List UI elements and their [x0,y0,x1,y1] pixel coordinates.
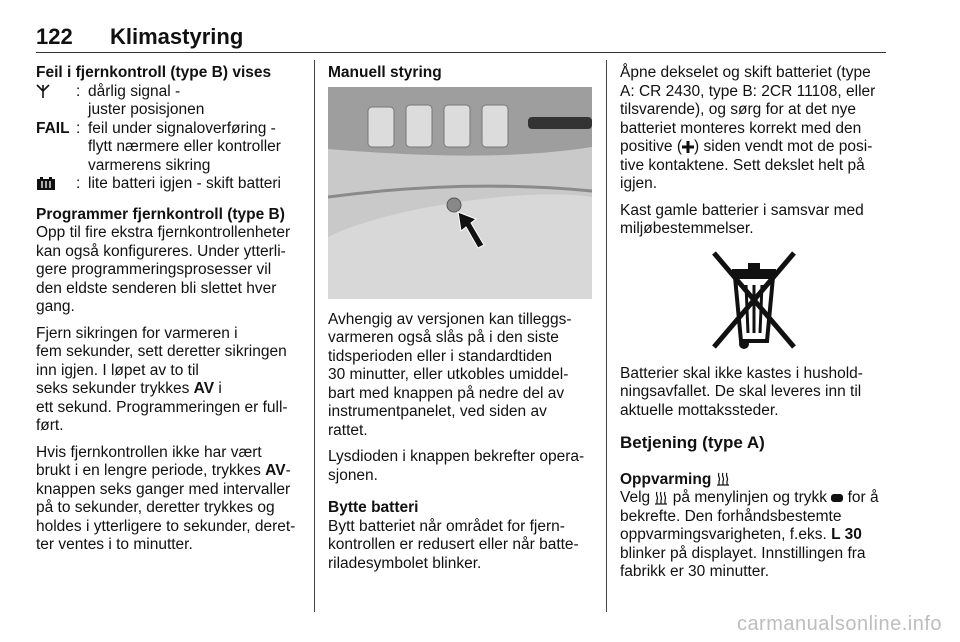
paragraph: Lysdioden i knappen bekrefter opera- sjonen. [328,448,585,484]
column-divider [314,60,315,612]
row-text: juster posisjonen [88,101,205,118]
paragraph: Fjern sikringen for varmeren i fem sekunder, sett deretter sikringen inn igjen. I løpet av to til seks sekunder trykkes AV i ett sekund. Programmeringen er full- ført. [36,324,288,434]
error-row-signal: : dårlig signal - juster posisjonen [36,83,302,120]
paragraph: Opp til fire ekstra fjernkontrollenheter kan også konfigureres. Under ytterli- gere programmeringsprosesser vil den eldste senderen bli slettet hver gang. [36,224,291,315]
error-row-battery: : lite batteri igjen - skift batteri [36,175,302,194]
header-rule [36,52,886,53]
paragraph: Kast gamle batterier i samsvar med miljøbestemmelser. [620,201,864,237]
paragraph: Åpne dekselet og skift batteriet (type A: CR 2430, type B: 2CR 11108, eller tilsvarende), og sørg for at det nye batteriet monteres korrekt med den positive ( ) siden vendt mot de posi- tive kontaktene. Sett dekslet helt på igjen. [620,64,876,192]
paragraph: Hvis fjernkontrollen ikke har vært brukt i en lengre periode, trykkes AV- knappen seks ganger med intervaller på to sekunder, deretter trykkes og holdes i ytterligere to sekunder, deret- ter ventes i to minutter. [36,443,296,553]
column-divider [606,60,607,612]
program-heading: Programmer fjernkontroll (type B) [36,205,285,223]
row-text: dårlig signal - [88,82,181,100]
column-1 [36,64,302,563]
watermark: carmanualsonline.info [736,613,942,635]
page-number: 122 [36,24,73,49]
plus-icon [682,141,694,153]
fail-label: FAIL [36,119,70,137]
column-3 [620,64,888,590]
battery-heading: Bytte batteri [328,499,419,516]
paragraph: Batterier skal ikke kastes i hushold- ningsavfallet. De skal leveres inn til aktuelle mottakssteder. [620,364,863,419]
section-heading: Betjening (type A) [620,433,765,452]
column-2 [328,64,592,581]
row-text: lite batteri igjen - skift batteri [88,175,281,192]
battery-icon [36,177,56,191]
row-text: varmerens sikring [88,156,211,174]
antenna-signal-icon [36,83,50,99]
manual-heading: Manuell styring [328,64,442,81]
heat-waves-icon [716,472,730,486]
row-text: feil under signaloverføring - [88,119,276,137]
error-row-fail: FAIL : feil under signaloverføring - flytt nærmere eller kontroller varmerens sikring [36,120,302,176]
row-text: flytt nærmere eller kontroller [88,138,281,155]
heating-heading: Oppvarming [620,471,888,490]
paragraph: Bytt batteriet når området for fjern- kontrollen er redusert eller når batte- riladesymbolet blinker. [328,517,579,572]
ok-button-icon [831,493,843,503]
paragraph: Avhengig av versjonen kan tilleggs- varmeren også slås på i den siste tidsperioden eller i standardtiden 30 minutter, eller utkobles umiddel- bart med knappen på nedre del av instrumentpanelet, ved siden av rattet. [328,310,572,439]
page-title: Klimastyring [110,24,244,49]
heat-waves-icon [654,491,668,505]
dashboard-button-photo [328,87,592,299]
error-heading: Feil i fjernkontroll (type B) vises [36,64,272,81]
paragraph: Velg på menylinjen og trykk for å bekrefte. Den forhåndsbestemte oppvarmingsvarigheten, f.eks. L 30 blinker på displayet. Innstillingen fra fabrikk er 30 minutter. [620,489,879,580]
crossed-bin-icon [706,247,802,351]
